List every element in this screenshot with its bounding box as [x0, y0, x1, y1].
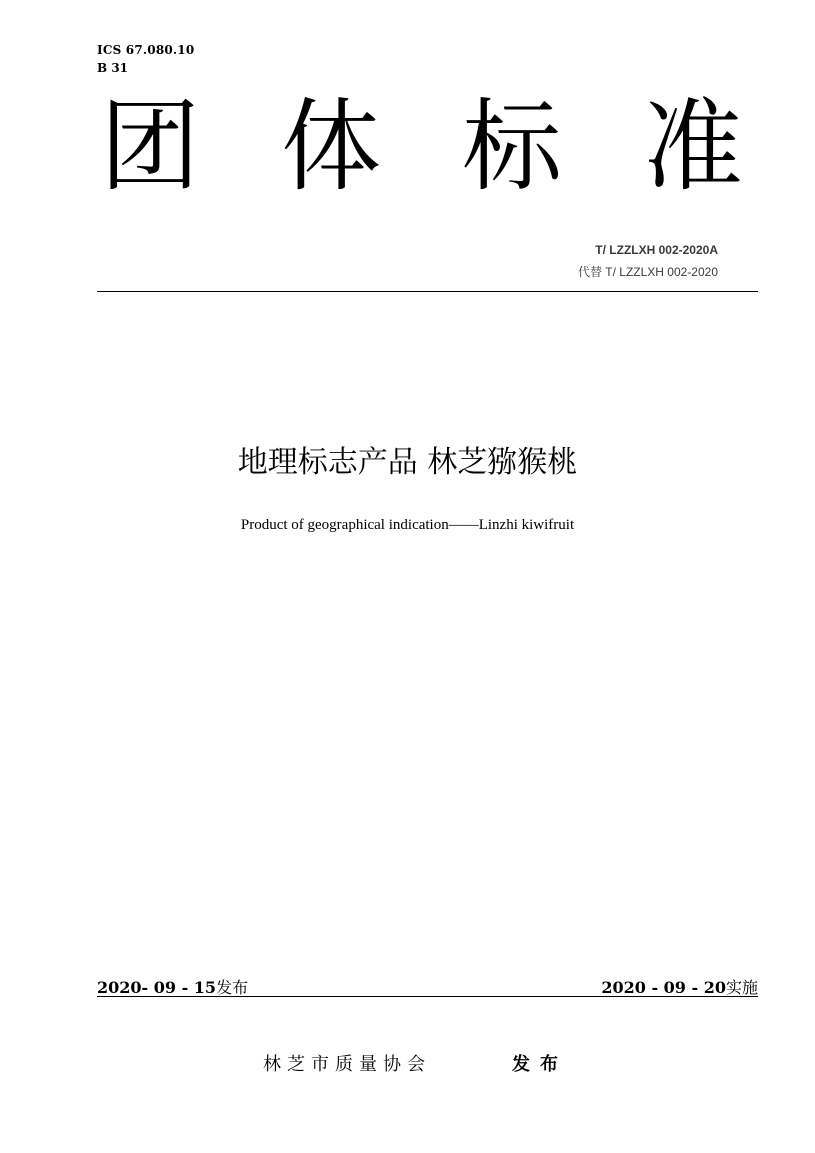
banner-char-2: 体	[281, 88, 381, 205]
standard-number: T/ LZZLXH 002-2020A	[595, 243, 718, 257]
ccs-code: B 31	[97, 61, 129, 75]
issuer-name: 林芝市质量协会	[263, 1054, 431, 1075]
banner-char-1: 团	[100, 88, 200, 205]
ics-code: ICS 67.080.10	[97, 43, 195, 57]
top-divider	[97, 291, 758, 292]
title-english: Product of geographical indication——Linzhi kiwifruit	[240, 517, 575, 533]
banner-char-4: 准	[643, 88, 743, 205]
publish-label: 发布	[216, 978, 249, 997]
publish-date: 2020- 09 - 15	[97, 978, 217, 997]
issuer-action: 发布	[512, 1054, 568, 1075]
implement-label: 实施	[725, 978, 758, 997]
implement-date: 2020 - 09 - 20	[601, 978, 726, 997]
banner-char-3: 标	[462, 88, 562, 205]
bottom-divider	[97, 996, 758, 997]
replaces-standard: 代替 T/ LZZLXH 002-2020	[577, 265, 718, 279]
implement-date-line	[601, 975, 758, 998]
publish-date-line	[97, 975, 248, 998]
title-chinese: 地理标志产品 林芝猕猴桃	[237, 445, 578, 480]
